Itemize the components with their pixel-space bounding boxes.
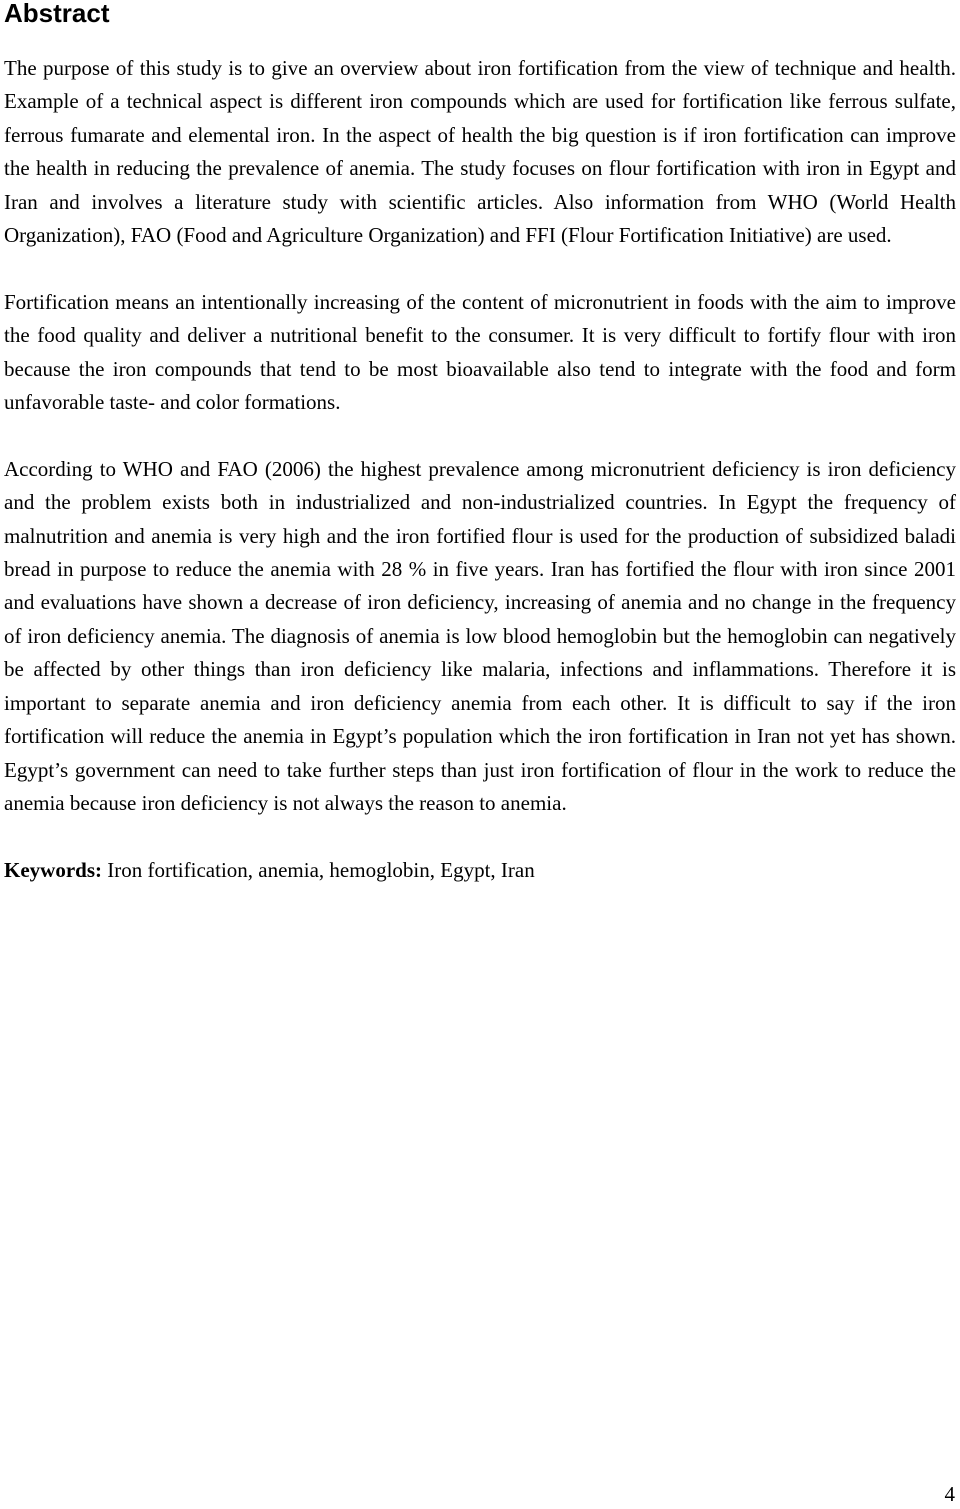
keywords-label: Keywords:: [4, 857, 102, 882]
paragraph-purpose: The purpose of this study is to give an overview about iron fortification from the view of technique and health. Example of a technical aspect is different iron compounds which are used for fortification like ferrous sulfate, ferrous fumarate and elemental iron. In the aspect of health the big question is if iron fortification can improve the health in reducing the prevalence of anemia. The study focuses on flour fortification with iron in Egypt and Iran and involves a literature study with scientific articles. Also information from WHO (World Health Organization), FAO (Food and Agriculture Organization) and FFI (Flour Fortification Initiative) are used.: [4, 56, 956, 248]
abstract-body: [4, 52, 956, 887]
paragraph-prevalence: According to WHO and FAO (2006) the highest prevalence among micronutrient deficiency is iron deficiency and the problem exists both in industrialized and non-industrialized countries. In Egypt the frequency of malnutrition and anemia is very high and the iron fortified flour is used for the production of subsidized baladi bread in purpose to reduce the anemia with 28 % in five years. Iran has fortified the flour with iron since 2001 and evaluations have shown a decrease of iron deficiency, increasing of anemia and no change in the frequency of iron deficiency anemia. The diagnosis of anemia is low blood hemoglobin but the hemoglobin can negatively be affected by other things than iron deficiency like malaria, infections and inflammations. Therefore it is important to separate anemia and iron deficiency anemia from each other. It is difficult to say if the iron fortification will reduce the anemia in Egypt’s population which the iron fortification in Iran not yet has shown. Egypt’s government can need to take further steps than just iron fortification of flour in the work to reduce the anemia because iron deficiency is not always the reason to anemia.: [4, 456, 956, 815]
keywords-line: [4, 854, 956, 887]
keywords-value: Iron fortification, anemia, hemoglobin, Egypt, Iran: [102, 857, 535, 882]
page-number: 4: [944, 1482, 955, 1506]
section-heading: Abstract: [4, 0, 110, 28]
paragraph-fortification-definition: Fortification means an intentionally increasing of the content of micronutrient in foods with the aim to improve the food quality and deliver a nutritional benefit to the consumer. It is very difficult to fortify flour with iron because the iron compounds that tend to be most bioavailable also tend to integrate with the food and form unfavorable taste- and color formations.: [4, 289, 956, 415]
